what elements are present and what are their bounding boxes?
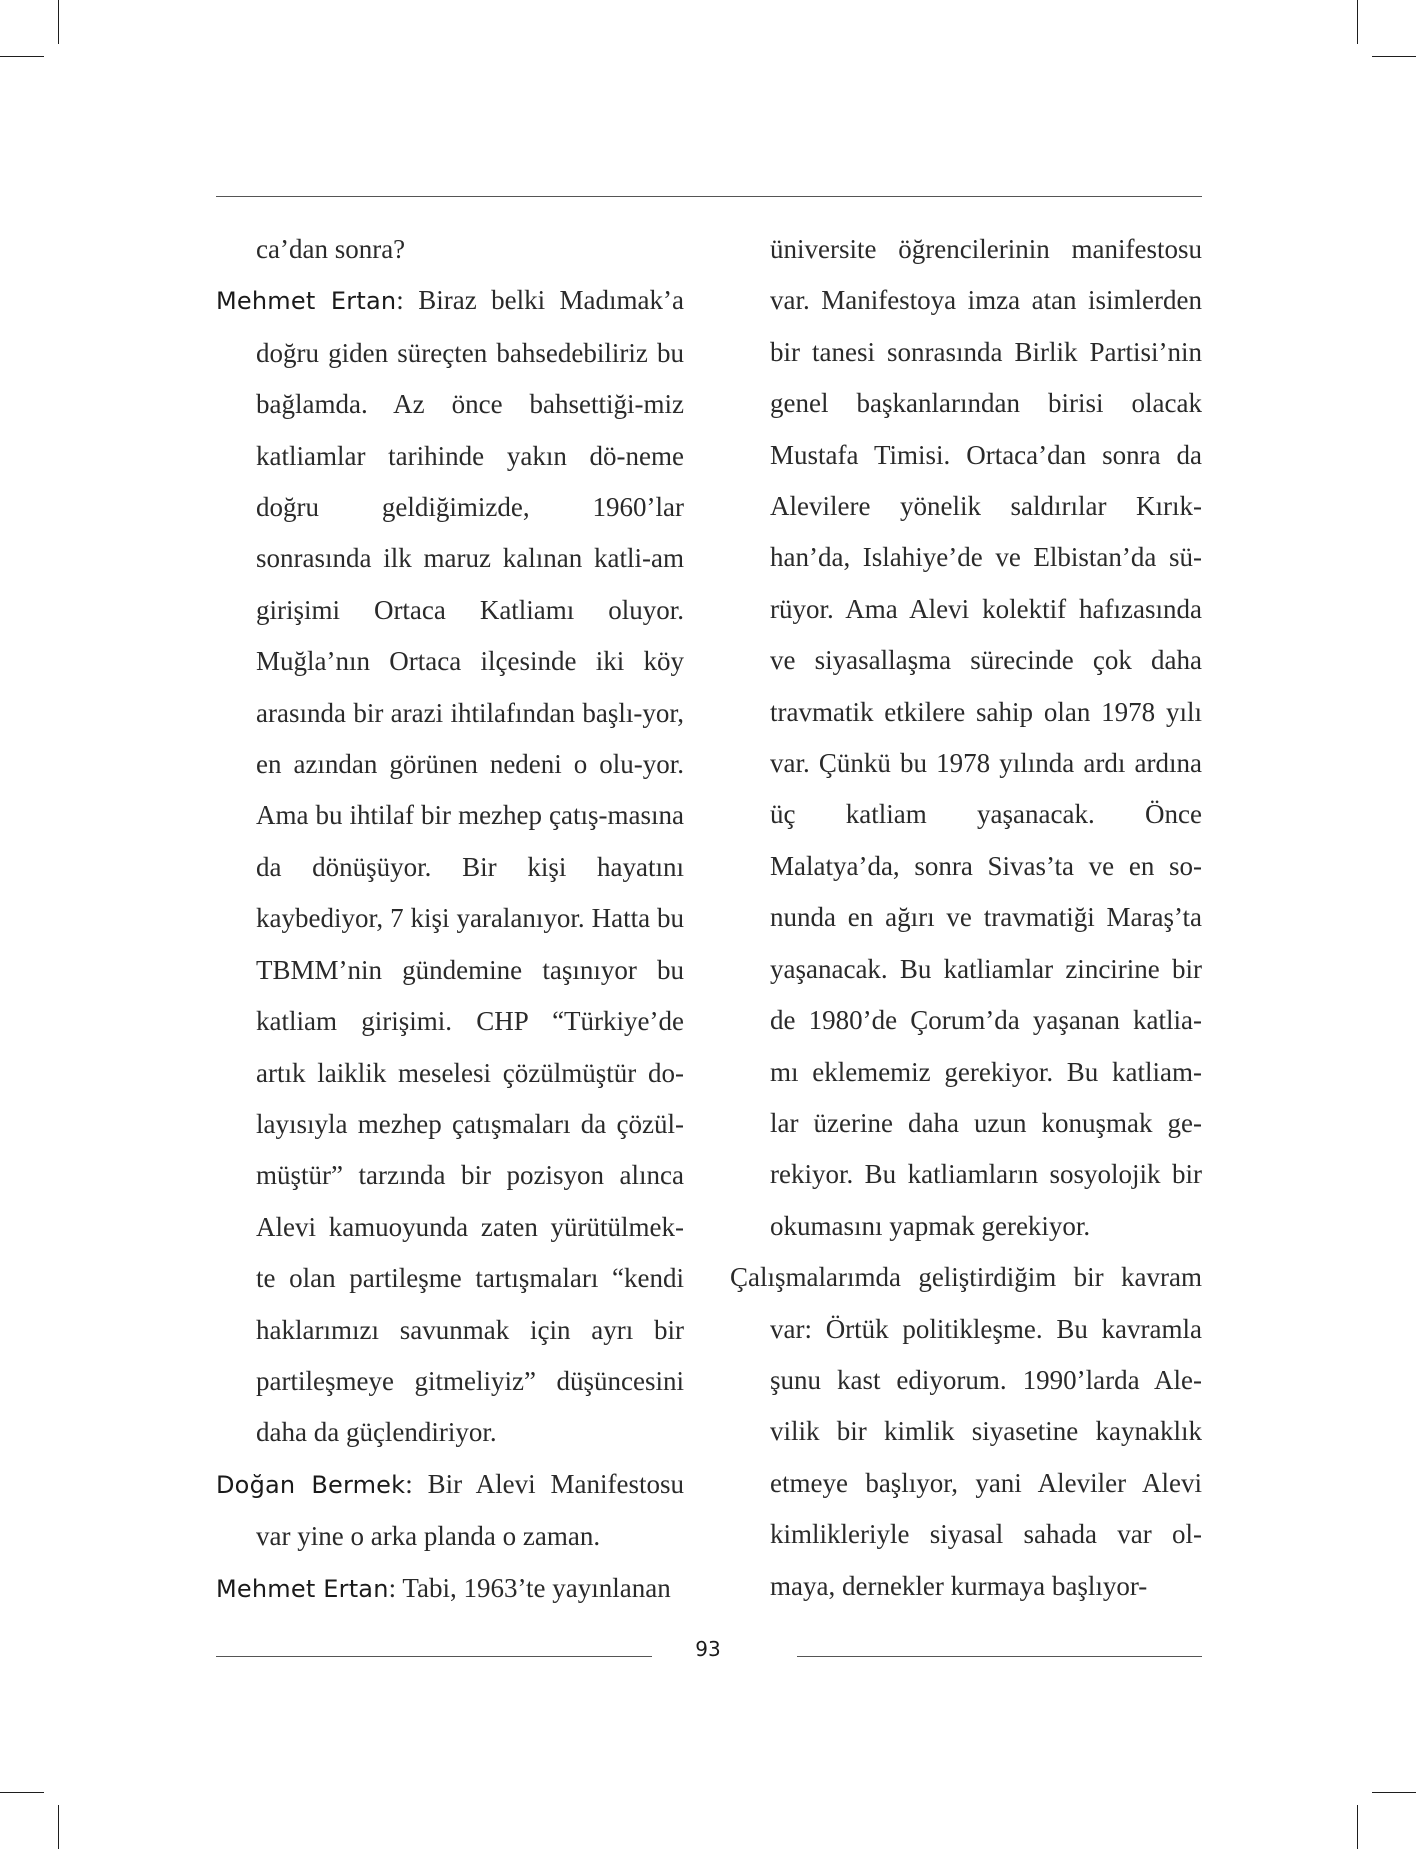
lead-line: ca’dan sonra?	[256, 234, 406, 264]
speaker-name: Mehmet Ertan	[216, 287, 397, 316]
crop-mark-bottom-right-horizontal	[1372, 1792, 1416, 1793]
left-column	[216, 224, 684, 1615]
speaker-separator: :	[396, 285, 404, 316]
dialogue-turn	[216, 1563, 684, 1615]
speaker-separator: :	[405, 1468, 413, 1499]
crop-mark-top-left-vertical	[58, 0, 59, 44]
body-paragraph: Çalışmalarımda geliştirdiğim bir kavram var: Örtük politikleşme. Bu kavramla şunu kast ediyorum. 1990’larda Ale-vilik bir kimlik siyasetine kaynaklık etmeye başlıyor, yani Aleviler Alevi kimlikleriyle siyasal sahada var ol-maya, dernekler kurmaya başlıyor-	[730, 1262, 1202, 1601]
turn-text: Tabi, 1963’te yayınlanan	[402, 1572, 671, 1603]
right-column	[730, 224, 1202, 1612]
header-rule	[216, 196, 1202, 197]
footer-rule-right	[797, 1656, 1202, 1657]
footer-rule-left	[216, 1656, 652, 1657]
speaker-separator: :	[388, 1572, 397, 1603]
crop-mark-top-right-horizontal	[1372, 56, 1416, 57]
speaker-name: Mehmet Ertan	[216, 1574, 389, 1603]
crop-mark-bottom-left-vertical	[58, 1805, 59, 1849]
crop-mark-bottom-left-horizontal	[0, 1792, 44, 1793]
dialogue-turn	[216, 275, 684, 1458]
turn-text: Biraz belki Madımak’a doğru giden süreçten bahsedebiliriz bu bağlamda. Az önce bahsettiği-miz katliamlar tarihinde yakın dö-neme doğru geldiğimizde, 1960’lar sonrasında ilk maruz kalınan katli-am girişimi Ortaca Katliamı oluyor. Muğla’nın Ortaca ilçesinde iki köy arasında bir arazi ihtilafından başlı-yor, en azından görünen nedeni o olu-yor. Ama bu ihtilaf bir mezhep çatış-masına da dönüşüyor. Bir kişi hayatını kaybediyor, 7 kişi yaralanıyor. Hatta bu TBMM’nin gündemine taşınıyor bu katliam girişimi. CHP “Türkiye’de artık laiklik meselesi çözülmüştür do-layısıyla mezhep çatışmaları da çözül-müştür” tarzında bir pozisyon alınca Alevi kamuoyunda zaten yürütülmek-te olan partileşme tartışmaları “kendi haklarımızı savunmak için ayrı bir partileşmeye gitmeliyiz” düşüncesini daha da güçlendiriyor.	[256, 285, 684, 1448]
continued-text: üniversite öğrencilerinin manifestosu var. Manifestoya imza atan isimlerden bir tanesi sonrasında Birlik Partisi’nin genel başkanlarından birisi olacak Mustafa Timisi. Ortaca’dan sonra da Alevilere yönelik saldırılar Kırık-han’da, Islahiye’de ve Elbistan’da sü-rüyor. Ama Alevi kolektif hafızasında ve siyasallaşma sürecinde çok daha travmatik etkilere sahip olan 1978 yılı var. Çünkü bu 1978 yılında ardı ardına üç katliam yaşanacak. Önce Malatya’da, sonra Sivas’ta ve en so-nunda en ağırı ve travmatiği Maraş’ta yaşanacak. Bu katliamlar zincirine bir de 1980’de Çorum’da yaşanan katlia-mı eklememiz gerekiyor. Bu katliam-lar üzerine daha uzun konuşmak ge-rekiyor. Bu katliamların sosyolojik bir okumasını yapmak gerekiyor.	[770, 234, 1202, 1241]
crop-mark-top-left-horizontal	[0, 56, 44, 57]
crop-mark-top-right-vertical	[1357, 0, 1358, 44]
crop-mark-bottom-right-vertical	[1357, 1805, 1358, 1849]
speaker-name: Doğan Bermek	[216, 1470, 406, 1499]
page-number: 93	[695, 1637, 721, 1661]
dialogue-turn	[216, 1459, 684, 1563]
turn-text: Bir Alevi Manifestosu var yine o arka planda o zaman.	[256, 1468, 684, 1552]
